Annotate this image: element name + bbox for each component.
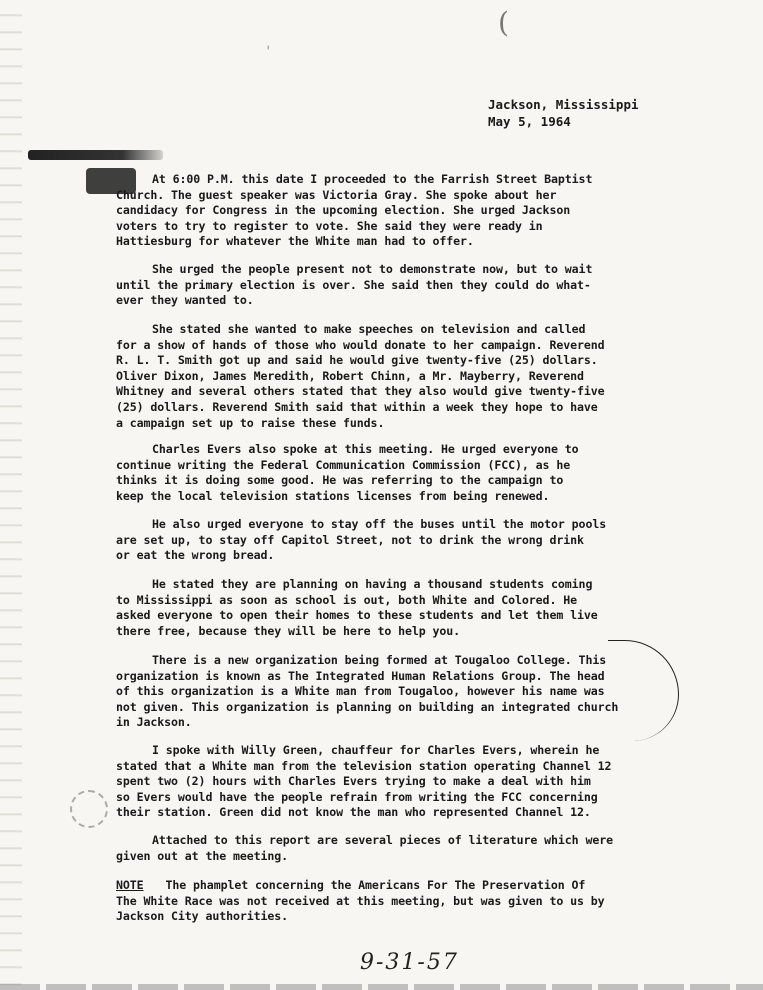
text-line: Attached to this report are several pieces of literature which were xyxy=(152,833,613,847)
paragraph-2 xyxy=(116,262,656,309)
text-line: She urged the people present not to demonstrate now, but to wait xyxy=(152,262,593,276)
paragraph-3 xyxy=(116,322,656,431)
text-line: their station. Green did not know the man who represented Channel 12. xyxy=(116,805,591,820)
scan-bottom-edge xyxy=(0,984,763,990)
redaction-smudge xyxy=(28,150,163,160)
faded-stamp xyxy=(70,790,108,828)
paragraph-5 xyxy=(116,517,656,564)
text-line: stated that a White man from the television station operating Channel 12 xyxy=(116,758,612,773)
text-line: organization is known as The Integrated Human Relations Group. The head xyxy=(116,668,605,683)
text-line: She stated she wanted to make speeches on television and called xyxy=(152,322,586,336)
text-line: He also urged everyone to stay off the buses until the motor pools xyxy=(152,517,607,531)
text-line: R. L. T. Smith got up and said he would give twenty-five (25) dollars. xyxy=(116,353,598,368)
paragraph-4 xyxy=(116,442,656,504)
text-line: in Jackson. xyxy=(116,715,192,730)
text-line: of this organization is a White man from Tougaloo, however his name was xyxy=(116,684,605,699)
text-line: Whitney and several others stated that they also would give twenty-five xyxy=(116,384,605,399)
note-label: NOTE xyxy=(116,878,144,892)
scan-artifact-mark: ( xyxy=(498,6,509,39)
text-line: (25) dollars. Reverend Smith said that within a week they hope to have xyxy=(116,399,598,414)
handwritten-file-number: 9-31-57 xyxy=(360,950,459,975)
text-line: continue writing the Federal Communication Commission (FCC), as he xyxy=(116,457,571,472)
text-line: there free, because they will be here to help you. xyxy=(116,623,461,638)
paragraph-9 xyxy=(116,833,656,864)
text-line: spent two (2) hours with Charles Evers trying to make a deal with him xyxy=(116,774,591,789)
text-line: voters to try to register to vote. She said they were ready in xyxy=(116,218,543,233)
text-line: or eat the wrong bread. xyxy=(116,548,275,563)
note-paragraph xyxy=(116,878,656,925)
text-line: are set up, to stay off Capitol Street, not to drink the wrong drink xyxy=(116,532,584,547)
text-line: until the primary election is over. She said then they could do what- xyxy=(116,277,591,292)
paragraph-8 xyxy=(116,743,656,821)
text-line: I spoke with Willy Green, chauffeur for Charles Evers, wherein he xyxy=(152,743,600,757)
paragraph-1 xyxy=(116,172,656,250)
text-line: for a show of hands of those who would donate to her campaign. Reverend xyxy=(116,337,605,352)
paragraph-7 xyxy=(116,653,656,731)
dateline-city: Jackson, Mississippi xyxy=(488,97,639,112)
scan-artifact-tick: ' xyxy=(264,44,273,60)
text-line: thinks it is doing some good. He was referring to the campaign to xyxy=(116,473,564,488)
text-line: He stated they are planning on having a thousand students coming xyxy=(152,577,593,591)
text-line: At 6:00 P.M. this date I proceeded to the Farrish Street Baptist xyxy=(152,172,593,186)
dateline-date: May 5, 1964 xyxy=(488,114,571,129)
text-line: keep the local television stations licenses from being renewed. xyxy=(116,488,550,503)
text-line: candidacy for Congress in the upcoming election. She urged Jackson xyxy=(116,203,571,218)
text-line: given out at the meeting. xyxy=(116,848,289,863)
text-line: The phamplet concerning the Americans For The Preservation Of xyxy=(165,878,586,892)
paragraph-6 xyxy=(116,577,656,639)
text-line: ever they wanted to. xyxy=(116,293,254,308)
text-line: There is a new organization being formed at Tougaloo College. This xyxy=(152,653,607,667)
text-line: Church. The guest speaker was Victoria Gray. She spoke about her xyxy=(116,187,557,202)
text-line: The White Race was not received at this meeting, but was given to us by xyxy=(116,893,605,908)
scan-left-edge xyxy=(0,0,22,990)
text-line: not given. This organization is planning on building an integrated church xyxy=(116,699,619,714)
handwritten-bracket xyxy=(608,640,679,741)
text-line: Hattiesburg for whatever the White man had to offer. xyxy=(116,234,474,249)
text-line: a campaign set up to raise these funds. xyxy=(116,415,385,430)
text-line: so Evers would have the people refrain from writing the FCC concerning xyxy=(116,789,598,804)
text-line: Jackson City authorities. xyxy=(116,909,289,924)
note-first-line xyxy=(116,878,656,894)
text-line: Oliver Dixon, James Meredith, Robert Chinn, a Mr. Mayberry, Reverend xyxy=(116,368,584,383)
dateline xyxy=(488,96,639,130)
text-line: asked everyone to open their homes to these students and let them live xyxy=(116,608,598,623)
text-line: to Mississippi as soon as school is out, both White and Colored. He xyxy=(116,592,577,607)
text-line: Charles Evers also spoke at this meeting. He urged everyone to xyxy=(152,442,579,456)
